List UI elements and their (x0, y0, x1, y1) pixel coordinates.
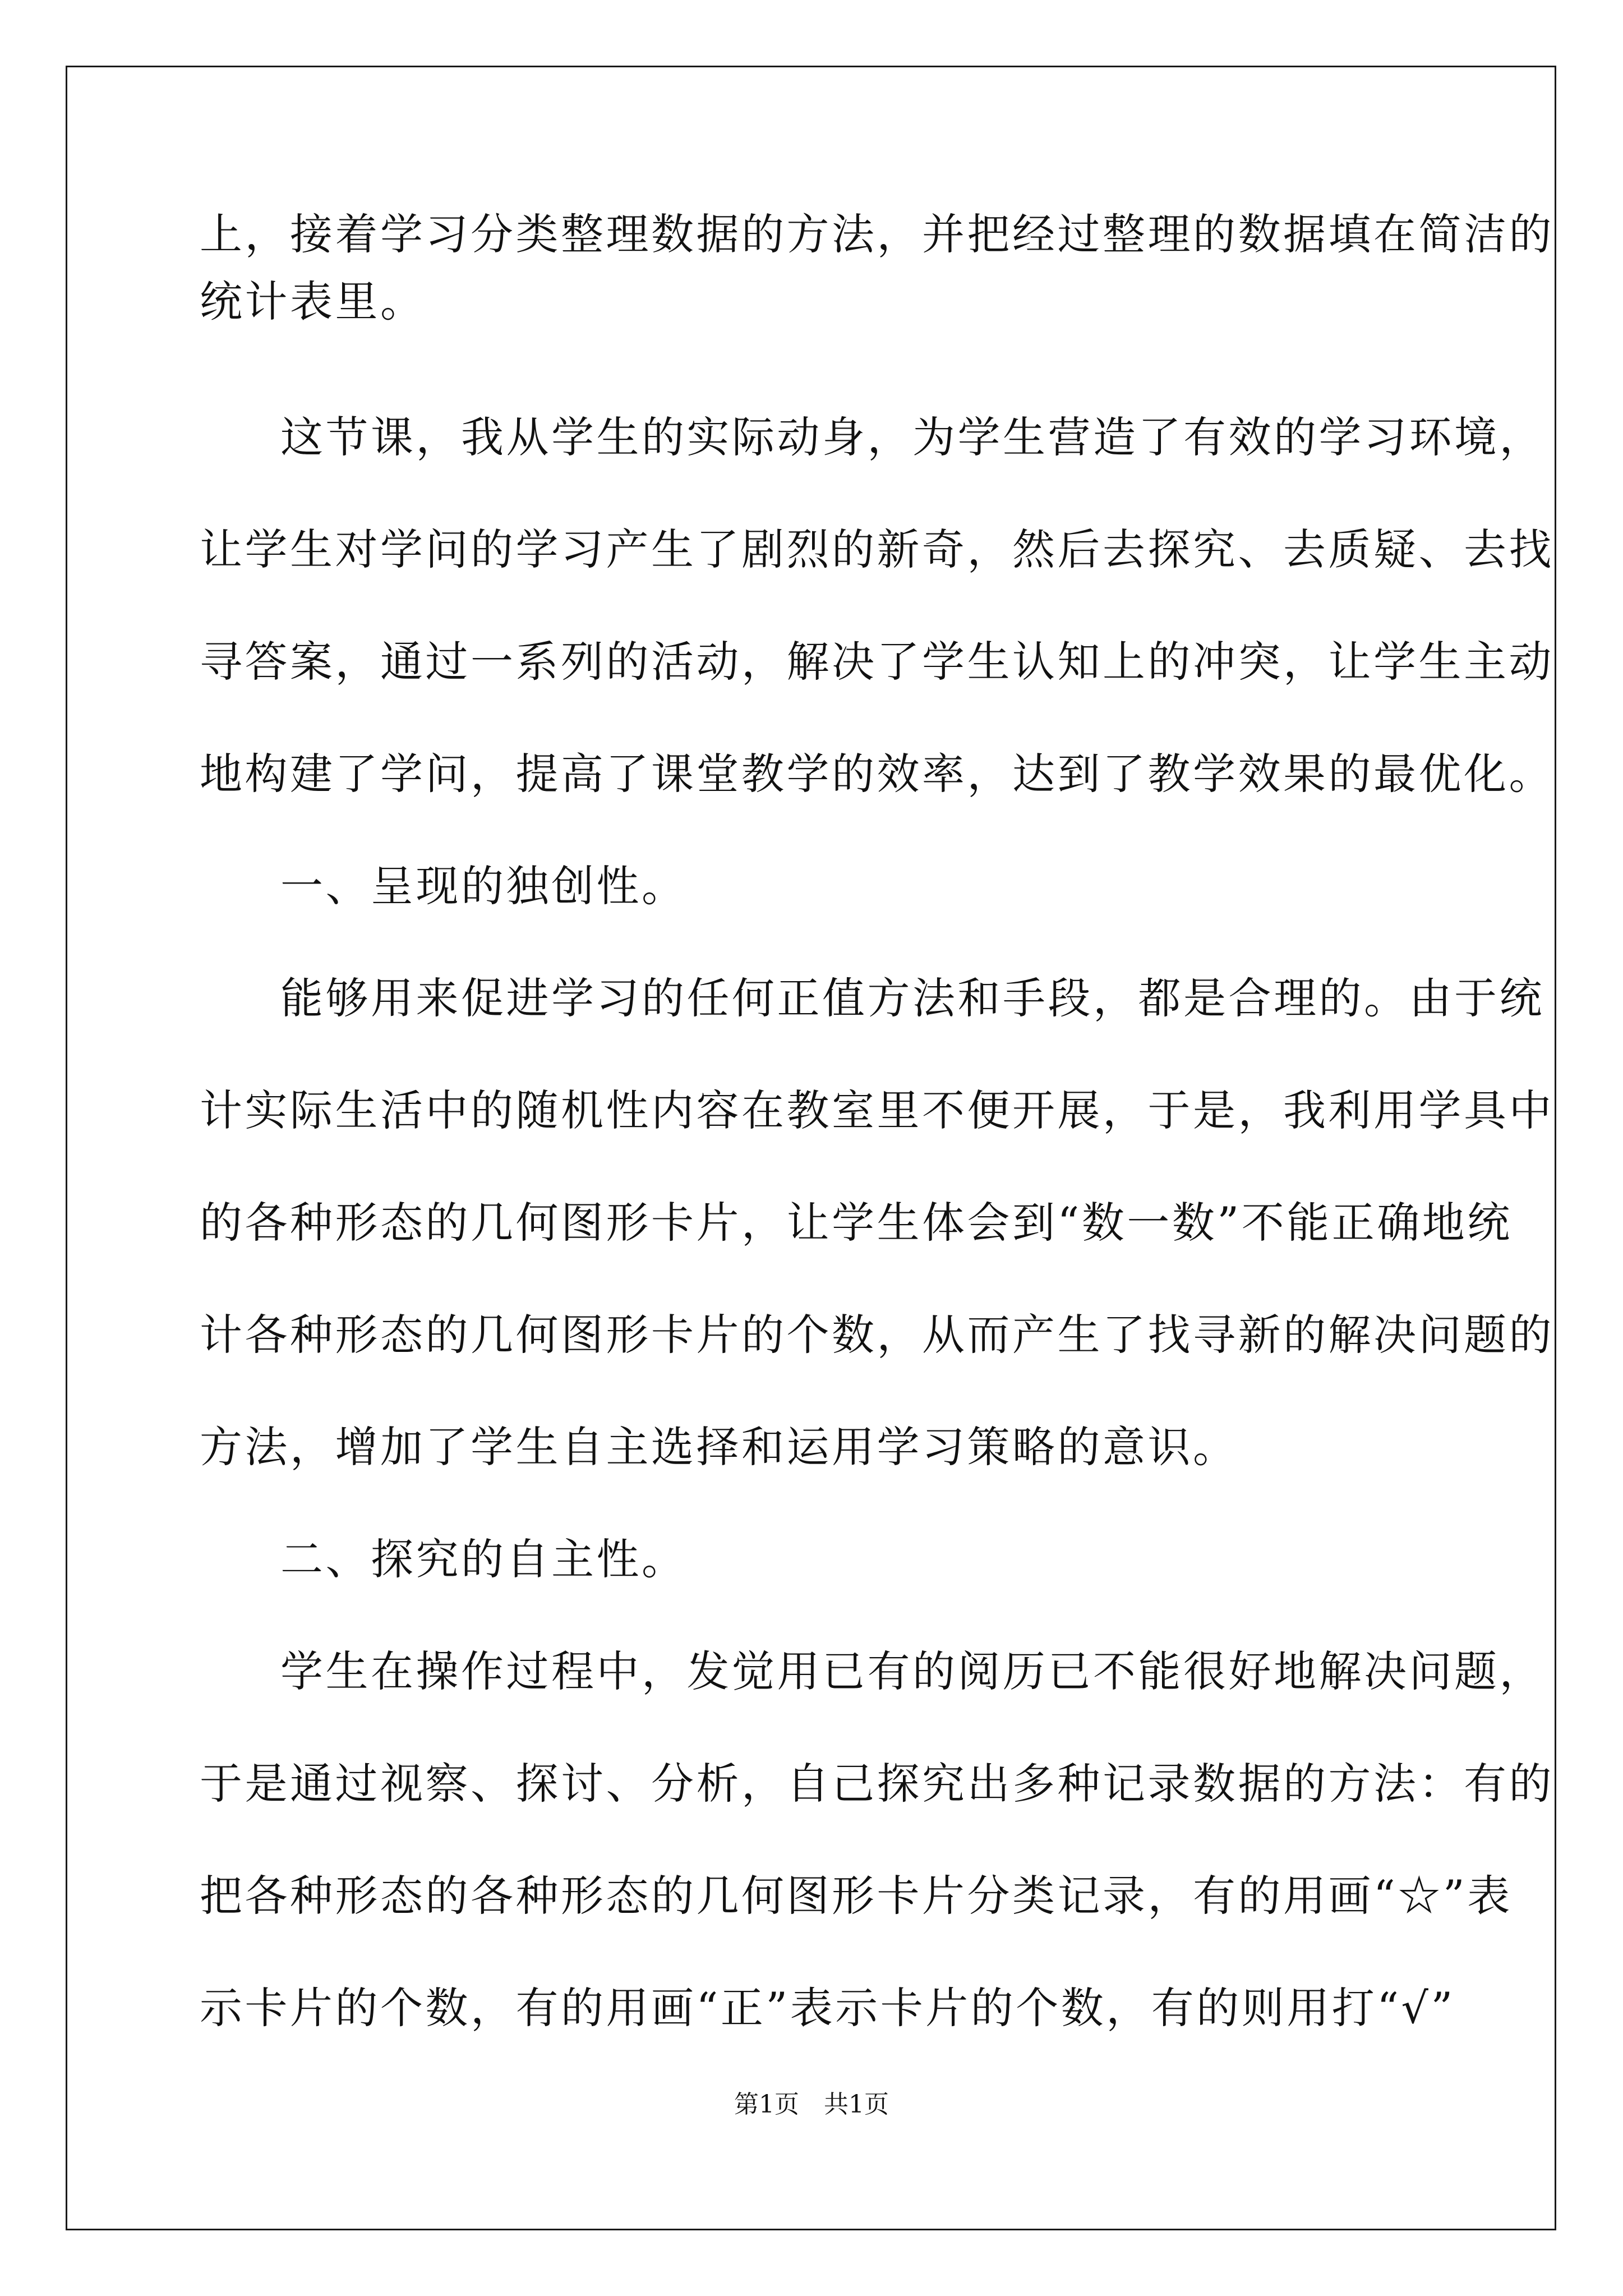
text-line: 计实际生活中的随机性内容在教室里不便开展，于是，我利用学具中 (200, 1085, 1554, 1135)
text-line: 于是通过视察、探讨、分析，自己探究出多种记录数据的方法：有的 (200, 1759, 1554, 1809)
text-line: 把各种形态的各种形态的几何图形卡片分类记录，有的用画“☆”表 (200, 1871, 1513, 1921)
section-heading: 二、探究的自主性。 (280, 1534, 687, 1584)
text-line: 能够用来促进学习的任何正值方法和手段，都是合理的。由于统 (280, 973, 1544, 1023)
text-line: 统计表里。 (200, 277, 426, 326)
text-line: 寻答案，通过一系列的活动，解决了学生认知上的冲突，让学生主动 (200, 637, 1554, 687)
section-heading: 一、呈现的独创性。 (280, 861, 687, 911)
text-line: 示卡片的个数，有的用画“正”表示卡片的个数，有的则用打“√” (200, 1983, 1455, 2033)
text-line: 地构建了学问，提高了课堂教学的效率，达到了教学效果的最优化。 (200, 749, 1554, 799)
text-line: 计各种形态的几何图形卡片的个数，从而产生了找寻新的解决问题的 (200, 1310, 1554, 1360)
text-line: 上，接着学习分类整理数据的方法，并把经过整理的数据填在简洁的 (200, 209, 1554, 259)
page-footer: 第1页 共1页 (734, 2090, 889, 2119)
text-line: 的各种形态的几何图形卡片，让学生体会到“数一数”不能正确地统 (200, 1198, 1513, 1248)
text-line: 方法，增加了学生自主选择和运用学习策略的意识。 (200, 1422, 1238, 1472)
text-line: 这节课，我从学生的实际动身，为学生营造了有效的学习环境， (280, 412, 1544, 462)
text-line: 让学生对学问的学习产生了剧烈的新奇，然后去探究、去质疑、去找 (200, 524, 1554, 574)
text-line: 学生在操作过程中，发觉用已有的阅历已不能很好地解决问题， (280, 1646, 1544, 1696)
